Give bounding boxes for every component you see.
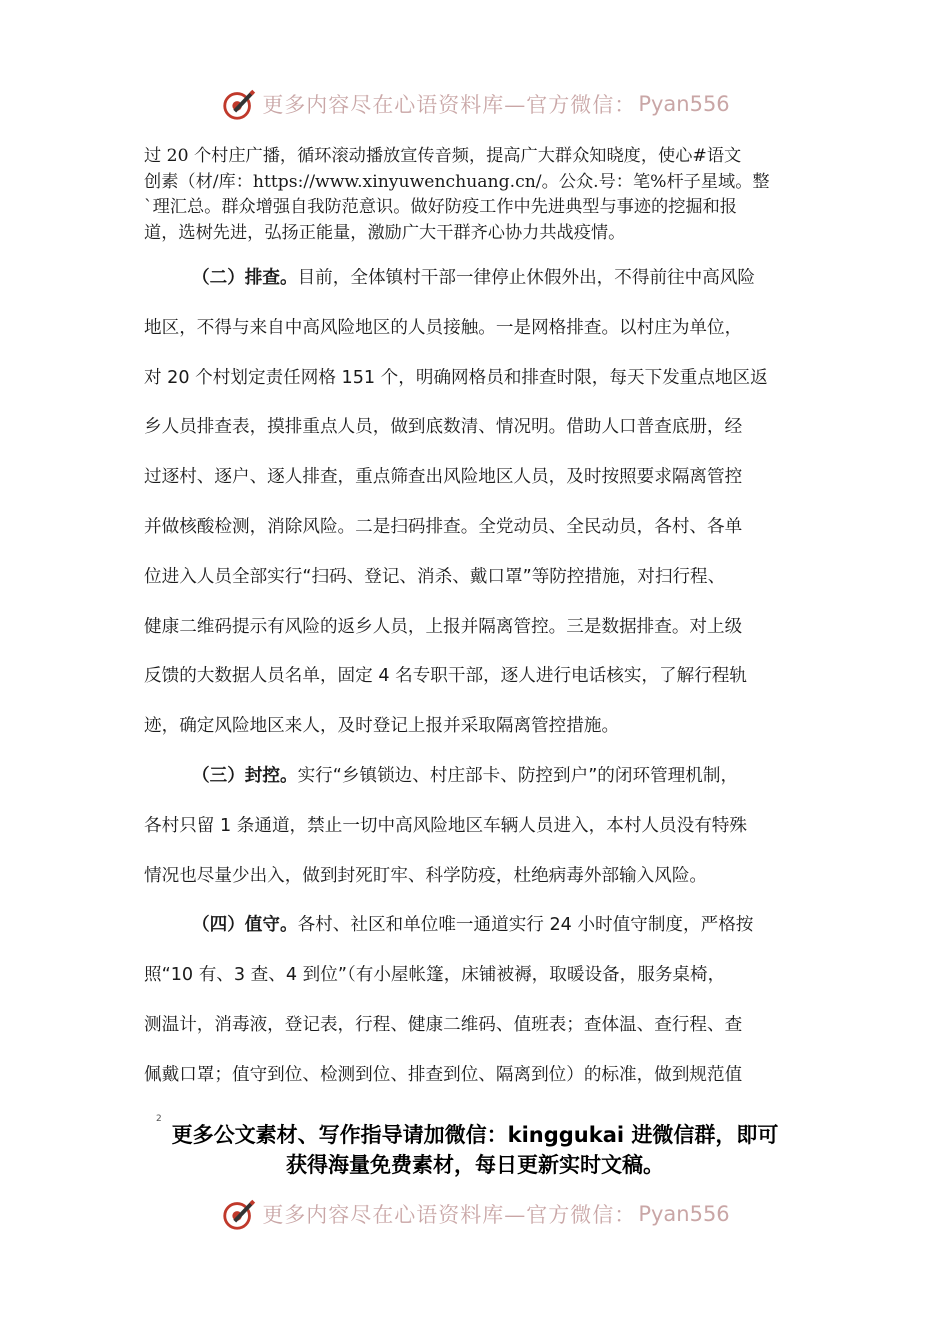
section-first-line (144, 901, 814, 951)
footer-note (130, 1120, 820, 1180)
body-line: 各村只留 1 条通道，禁止一切中高风险地区车辆人员进入，本村人员没有特殊 (144, 815, 747, 836)
body-line: 情况也尽量少出入，做到封死盯牢、科学防疫，杜绝病毒外部输入风险。 (144, 865, 708, 886)
body-line: 乡人员排查表，摸排重点人员，做到底数清、情况明。借助人口普查底册，经 (144, 417, 743, 438)
page-number: 2 (156, 1114, 162, 1124)
section-text: 实行“乡镇锁边、村庄部卡、防控到户”的闭环管理机制， (297, 765, 739, 786)
header-banner (0, 84, 950, 124)
intro-paragraph (144, 144, 812, 246)
section-heading: （四）值守。 (192, 915, 298, 936)
section-heading: （三）封控。 (192, 765, 298, 786)
body-line: 对 20 个村划定责任网格 151 个，明确网格员和排查时限，每天下发重点地区返 (144, 367, 768, 388)
footer-note-line: 获得海量免费素材，每日更新实时文稿。 (286, 1153, 664, 1177)
intro-line: 过 20 个村庄广播，循环滚动播放宣传音频，提高广大群众知晓度，使心#语文 (144, 146, 742, 166)
banner-site-text: 更多内容尽在心语资料库—官方微信： (262, 1203, 637, 1227)
section-text: 各村、社区和单位唯一通道实行 24 小时值守制度，严格按 (297, 915, 754, 936)
pen-logo-icon (220, 85, 258, 123)
body-line: 健康二维码提示有风险的返乡人员，上报并隔离管控。三是数据排查。对上级 (144, 616, 743, 637)
body-line: 过逐村、逐户、逐人排查，重点筛查出风险地区人员，及时按照要求隔离管控 (144, 467, 743, 488)
footer-note-line: 更多公文素材、写作指导请加微信：kinggukai 进微信群，即可 (171, 1123, 779, 1147)
body-line: 测温计，消毒液，登记表，行程、健康二维码、值班表；查体温、查行程、查 (144, 1014, 743, 1035)
section-heading: （二）排查。 (192, 268, 298, 288)
section-text: 目前，全体镇村干部一律停止休假外出，不得前往中高风险 (297, 268, 756, 288)
intro-line: 创素（材/库：https://www.xinyuwenchuang.cn/。公众.号：笔%杆子星域。整 (144, 171, 770, 192)
body-line: 位进入人员全部实行“扫码、登记、消杀、戴口罩”等防控措施，对扫行程、 (144, 566, 726, 587)
banner-site-text: 更多内容尽在心语资料库—官方微信： (262, 93, 637, 117)
pen-logo-icon (220, 1195, 258, 1233)
body-line: 并做核酸检测，消除风险。二是扫码排查。全党动员、全民动员，各村、各单 (144, 516, 743, 537)
banner-wechat-id: Pyan556 (638, 92, 730, 116)
body-line: 佩戴口罩；值守到位、检测到位、排查到位、隔离到位）的标准，做到规范值 (144, 1064, 743, 1085)
body-line: 反馈的大数据人员名单，固定 4 名专职干部，逐人进行电话核实，了解行程轨 (144, 666, 747, 687)
footer-banner (0, 1194, 950, 1234)
body-line: 迹，确定风险地区来人，及时登记上报并采取隔离管控措施。 (144, 716, 620, 737)
section-first-line (144, 752, 814, 802)
body-text (144, 254, 814, 1101)
body-line: 地区，不得与来自中高风险地区的人员接触。一是网格排查。以村庄为单位， (144, 317, 743, 338)
section-first-line (144, 254, 814, 304)
body-line: 照“10 有、3 查、4 到位”（有小屋帐篷，床铺被褥，取暖设备，服务桌椅， (144, 965, 726, 986)
intro-line: 道，选树先进，弘扬正能量，激励广大干群齐心协力共战疫情。 (144, 222, 626, 243)
banner-wechat-id: Pyan556 (638, 1202, 730, 1226)
intro-line: `理汇总。群众增强自我防范意识。做好防疫工作中先进典型与事迹的挖掘和报 (144, 197, 737, 217)
